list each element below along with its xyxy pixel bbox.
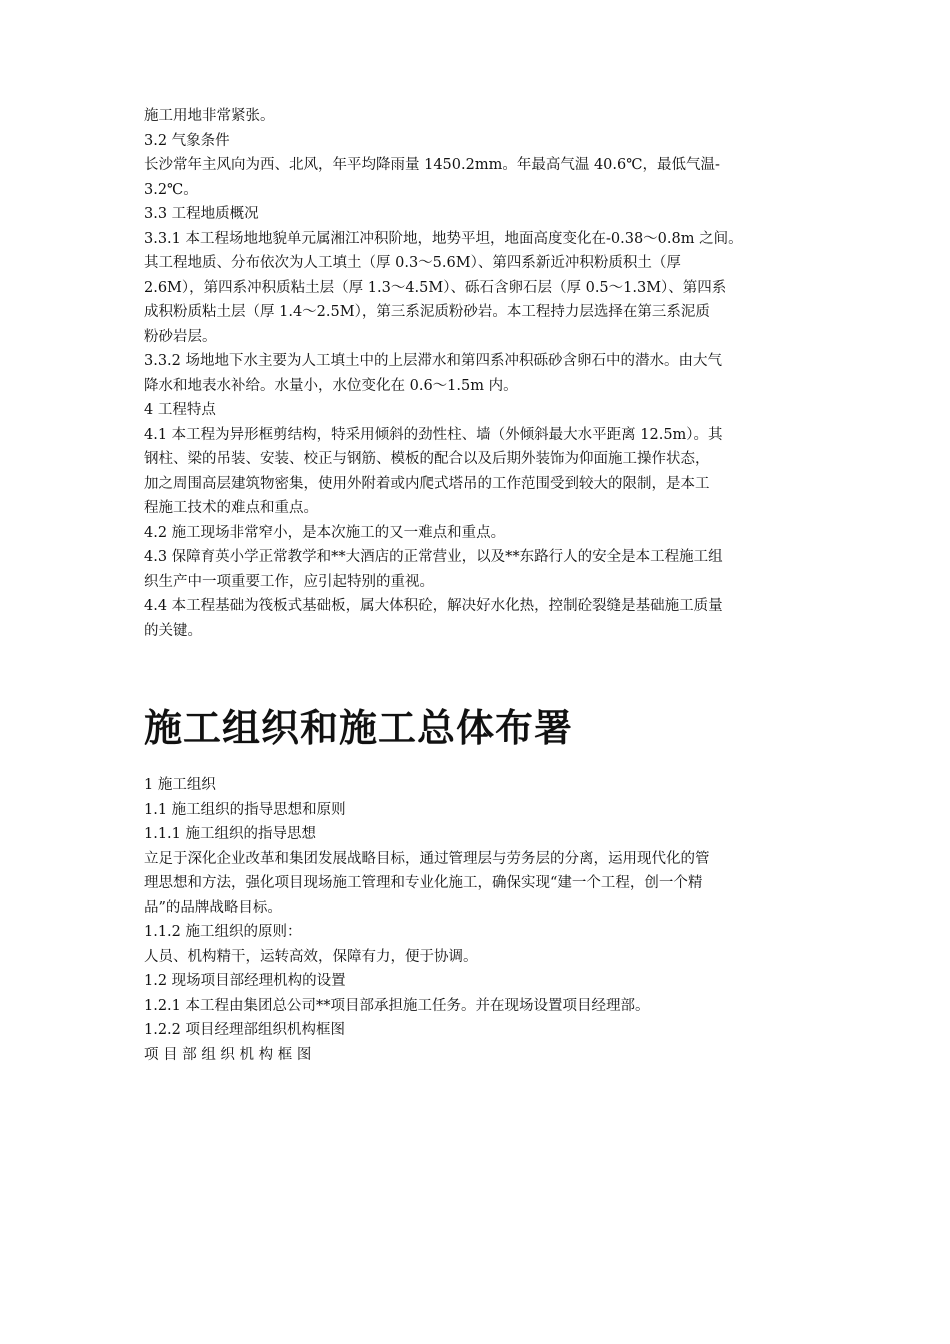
feature-4-4-line-1: 4.4 本工程基础为筏板式基础板，属大体积砼，解决好水化热，控制砼裂缝是基础施工质量 — [144, 598, 723, 614]
geology-line-5: 粉砂岩层。 — [144, 328, 217, 345]
feature-4-1-line-2: 钢柱、梁的吊装、安装、校正与钢筋、模板的配合以及后期外装饰为仰面施工操作状态， — [144, 451, 710, 467]
weather-text-line-1: 长沙常年主风向为西、北风，年平均降雨量 1450.2mm。年最高气温 40.6℃，最低气温- — [144, 157, 720, 173]
feature-4-3-line-2: 织生产中一项重要工作，应引起特别的重视。 — [144, 573, 434, 590]
chapter-title: 施工组织和施工总体布署 — [144, 706, 574, 750]
geology-line-1: 3.3.1 本工程场地地貌单元属湘江冲积阶地，地势平坦，地面高度变化在-0.38～0.8m 之间。 — [144, 230, 743, 247]
groundwater-line-1: 3.3.2 场地地下水主要为人工填土中的上层滞水和第四系冲积砾砂含卵石中的潜水。由大气 — [144, 353, 722, 369]
feature-4-3-line-1: 4.3 保障育英小学正常教学和**大酒店的正常营业，以及**东路行人的安全是本工程施工组 — [144, 549, 723, 565]
geology-line-2: 其工程地质、分布依次为人工填土（厚 0.3～5.6M）、第四系新近冲积粉质积土（厚 — [144, 255, 681, 271]
org-chart-caption: 项 目 部 组 织 机 构 框 图 — [144, 1046, 312, 1063]
heading-1-2-1: 1.2.1 本工程由集团总公司**项目部承担施工任务。并在现场设置项目经理部。 — [144, 997, 650, 1014]
guiding-idea-line-3: 品”的品牌战略目标。 — [144, 899, 282, 916]
heading-4: 4 工程特点 — [144, 402, 216, 418]
feature-4-1-line-1: 4.1 本工程为异形框剪结构，特采用倾斜的劲性柱、墙（外倾斜最大水平距离 12.5m）。其 — [144, 426, 723, 443]
feature-4-1-line-4: 程施工技术的难点和重点。 — [144, 500, 318, 516]
engineering-overview-section — [144, 104, 816, 643]
feature-4-4-line-2: 的关键。 — [144, 622, 202, 639]
heading-1-1: 1.1 施工组织的指导思想和原则 — [144, 801, 346, 818]
heading-3-2: 3.2 气象条件 — [144, 132, 230, 149]
heading-1-2-2: 1.2.2 项目经理部组织机构框图 — [144, 1022, 346, 1038]
paragraph-continuation: 施工用地非常紧张。 — [144, 108, 275, 124]
feature-4-2: 4.2 施工现场非常窄小，是本次施工的又一难点和重点。 — [144, 524, 506, 541]
heading-1-1-1: 1.1.1 施工组织的指导思想 — [144, 826, 317, 842]
heading-1-2: 1.2 现场项目部经理机构的设置 — [144, 973, 346, 989]
guiding-idea-line-1: 立足于深化企业改革和集团发展战略目标，通过管理层与劳务层的分离，运用现代化的管 — [144, 850, 710, 867]
heading-1-1-2: 1.1.2 施工组织的原则： — [144, 924, 302, 940]
groundwater-line-2: 降水和地表水补给。水量小，水位变化在 0.6～1.5m 内。 — [144, 377, 518, 394]
guiding-idea-line-2: 理思想和方法，强化项目现场施工管理和专业化施工，确保实现“建一个工程，创一个精 — [144, 875, 703, 891]
principles-text: 人员、机构精干，运转高效，保障有力，便于协调。 — [144, 948, 478, 965]
feature-4-1-line-3: 加之周围高层建筑物密集，使用外附着或内爬式塔吊的工作范围受到较大的限制，是本工 — [144, 475, 710, 492]
weather-text-line-2: 3.2℃。 — [144, 181, 198, 198]
heading-3-3: 3.3 工程地质概况 — [144, 206, 259, 222]
geology-line-3: 2.6M），第四系冲积质粘土层（厚 1.3～4.5M）、砾石含卵石层（厚 0.5～1.3M）、第四系 — [144, 279, 727, 296]
geology-line-4: 成积粉质粘土层（厚 1.4～2.5M），第三系泥质粉砂岩。本工程持力层选择在第三系泥质 — [144, 304, 710, 320]
heading-1: 1 施工组织 — [144, 777, 216, 793]
construction-organization-section — [144, 773, 816, 1067]
